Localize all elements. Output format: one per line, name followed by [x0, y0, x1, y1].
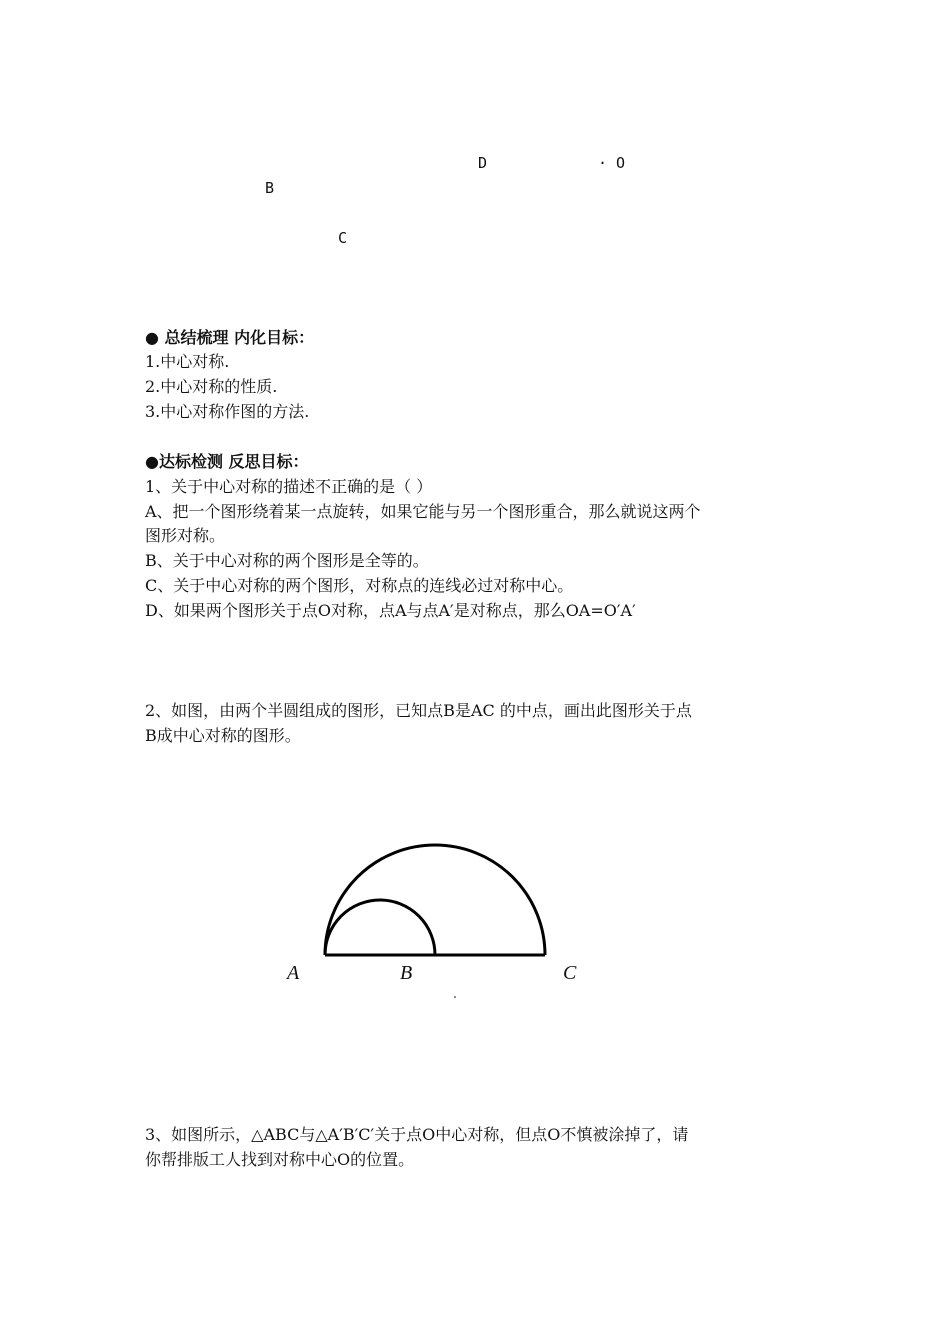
question-1-stem: 1、关于中心对称的描述不正确的是（ ） [145, 477, 433, 496]
summary-item: 3.中心对称作图的方法. [145, 402, 310, 421]
question-1-option-a: A、把一个图形绕着某一点旋转，如果它能与另一个图形重合，那么就说这两个 [145, 502, 701, 521]
point-label-d: D [478, 154, 488, 172]
question-3-text-cont: 你帮排版工人找到对称中心O的位置。 [145, 1150, 415, 1169]
question-2-text: 2、如图，由两个半圆组成的图形，已知点B是AC 的中点，画出此图形关于点 [145, 701, 692, 720]
test-heading: ●达标检测 反思目标： [145, 452, 309, 471]
point-label-o: · O [598, 154, 626, 172]
summary-item: 1.中心对称. [145, 352, 230, 371]
question-1-option-b: B、关于中心对称的两个图形是全等的。 [145, 551, 429, 570]
point-label-b: B [265, 179, 275, 197]
figure-label-a: A [287, 962, 300, 984]
stray-dot [454, 996, 456, 998]
question-1-option-d: D、如果两个图形关于点O对称，点A与点A′是对称点，那么OA=O′A′ [145, 601, 636, 620]
question-2-text-cont: B成中心对称的图形。 [145, 726, 301, 745]
point-label-c: C [338, 229, 348, 247]
large-semicircle [325, 845, 545, 955]
semicircles-figure [280, 830, 600, 1010]
question-1-option-c: C、关于中心对称的两个图形，对称点的连线必过对称中心。 [145, 576, 574, 595]
question-1-option-a-cont: 图形对称。 [145, 526, 226, 545]
summary-item: 2.中心对称的性质. [145, 377, 278, 396]
figure-label-b: B [400, 962, 413, 984]
small-semicircle [325, 900, 435, 955]
figure-label-c: C [563, 962, 577, 984]
question-3-text: 3、如图所示，△ABC与△A′B′C′关于点O中心对称，但点O不慎被涂掉了，请 [145, 1125, 689, 1144]
summary-heading: ● 总结梳理 内化目标： [145, 328, 315, 347]
